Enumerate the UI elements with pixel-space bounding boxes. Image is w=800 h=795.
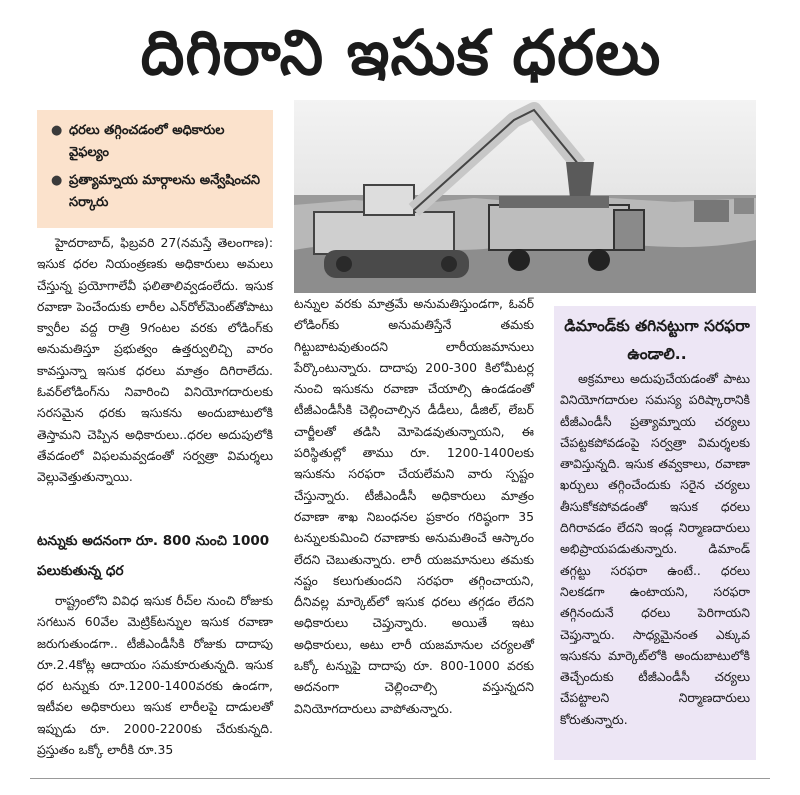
column-3-text [554,368,756,730]
column-1-text-continued [37,590,273,760]
subheading: టన్నుకు అదనంగా రూ. 800 నుంచి 1000 పలుకుతున్న ధర [37,533,270,579]
highlight-item [51,170,265,214]
highlight-text: ప్రత్యామ్నాయ మార్గాలను అన్వేషించని సర్కారు [69,173,261,210]
paragraph: అక్రమాలు అదుపుచేయడంతో పాటు వినియోగదారుల సమస్య పరిష్కారానికి టీజీఎండీసీ ప్రత్యామ్నాయ చర్యలు చేపట్టకపోవడంపై సర్వత్రా విమర్శలకు తావిస్తున్నది. ఇసుక తవ్వకాలు, రవాణా ఖర్చులు తగ్గించేందుకు సరైన చర్యలు తీసుకోకపోవడంతో ఇసుక ధరలు దిగిరావడం లేదని ఇండ్ల నిర్మాణదారులు అభిప్రాయపడుతున్నారు. డిమాండ్ తగ్గట్టు సరఫరా ఉంటే.. ధరలు నిలకడగా ఉంటాయని, సరఫరా తగ్గినందునే ధరలు పెరిగాయని చెప్తున్నారు. సాధ్యమైనంత ఎక్కువ ఇసుకను మార్కెట్‌లోకి అందుబాటులోకి తెచ్చేందుకు టీజీఎండీసీ చర్యలు చేపట్టాలని నిర్మాణదారులు కోరుతున్నారు. [560,371,750,727]
paragraph: రాష్ట్రంలోని వివిధ ఇసుక రీచ్‌ల నుంచి రోజుకు సగటున 60వేల మెట్రిక్‌టన్నుల ఇసుక రవాణా జరుగుతుండగా.. టీజీఎండీసీకి రోజుకు దాదాపు రూ.2.4కోట్ల ఆదాయం సమకూరుతున్నది. ఇసుక ధర టన్నుకు రూ.1200-1400వరకు ఉండగా, ఇటీవల అధికారులు ఇసుక లారీలపై దాడులతో ఇప్పుడు రూ. 2000-2200కు చేరుకున్నది. ప్రస్తుతం ఒక్కో లారీకి రూ.35 [37,593,273,758]
paragraph: టన్నుల వరకు మాత్రమే అనుమతిస్తుండగా, ఓవర్ లోడింగ్‌కు అనుమతిస్తేనే తమకు గిట్టుబాటవుతుందని లారీయజమానులు పేర్కొంటున్నారు. దాదాపు 200-300 కిలోమీటర్ల నుంచి ఇసుకను రవాణా చేయాల్సి ఉండడంతో టీజీఎండీసీకి చెల్లించాల్సిన డీడీలు, డీజిల్‌, లేబర్ చార్జీలతో తడిసి మోపెడవుతున్నాయని, ఈ పరిస్థితుల్లో తాము రూ. 1200-1400లకు ఇసుకను సరఫరా చేయలేమని వారు స్పష్టం చేస్తున్నారు. టీజీఎండీసీ అధికారులు మాత్రం రవాణా శాఖ నిబంధనల ప్రకారం గరిష్ఠంగా 35 టన్నులకుమించి రవాణాకు అనుమతించే ఆస్కారం లేదని చెబుతున్నారు. లారీ యజమానులు తమకు నష్టం కలుగుతుందని సరఫరా తగ్గించాయని, దీనివల్ల మార్కెట్‌లో ఇసుక ధరలు తగ్గడం లేదని అధికారులు చెప్తున్నారు. అయితే ఇటు అధికారులు, అటు లారీ యజమానుల చర్యలతో ఒక్కో టన్నుపై దాదాపు రూ. 800-1000 వరకు అదనంగా చెల్లించాల్సి వస్తున్నదని వినియోగదారులు వాపోతున్నారు. [294,296,534,716]
bullet-icon: ● [51,123,63,138]
paragraph: హైదరాబాద్‌, ఫిబ్రవరి 27(నమస్తే తెలంగాణ): ఇసుక ధరల నియంత్రణకు అధికారులు అమలు చేస్తున్న ప్రయోగాలేవీ ఫలితాలివ్వడంలేదు. ఇసుక రవాణా పెంచేందుకు లారీల ఎన్‌రోల్‌మెంట్‌తోపాటు క్వారీల వద్ద రాత్రి 9గంటల వరకు లోడింగ్‌కు అనుమతిస్తూ ప్రభుత్వం ఉత్తర్వులిచ్చి వారం కావస్తున్నా ఇసుక ధరలు మాత్రం దిగిరాలేదు. ఓవర్‌లోడింగ్‌ను నివారించి వినియోగదారులకు సరసమైన ధరకు ఇసుకను అందుబాటులోకి తెస్తామని చెప్పిన అధికారులు..ధరల అదుపులోకి తేవడంలో విఫలమవ్వడంతో సర్వత్రా విమర్శలు వెల్లువెత్తుతున్నాయి. [37,235,273,485]
highlights-box [37,110,273,228]
bottom-rule [30,778,770,779]
headline: దిగిరాని ఇసుక ధరలు [140,16,662,89]
column-2-text [294,293,534,719]
bullet-icon: ● [51,173,63,188]
callout-title: డిమాండ్‌కు తగినట్టుగా సరఫరా ఉండాలి.. [564,317,750,363]
highlight-item [51,120,265,164]
excavator-photo [294,100,756,293]
highlight-text: ధరలు తగ్గించడంలో అధికారుల వైఫల్యం [69,123,225,160]
column-1-text [37,232,273,488]
